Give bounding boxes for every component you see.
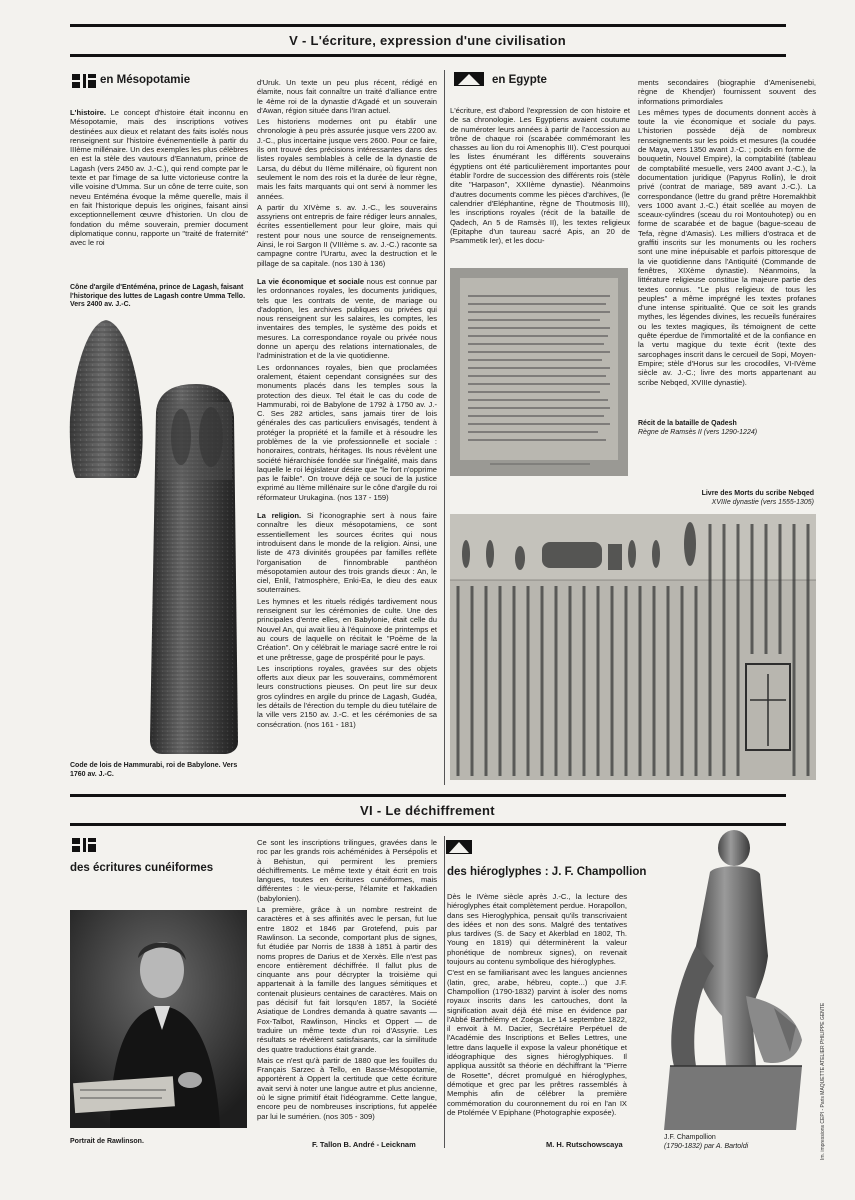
meso-col1 [70,108,248,264]
cuneiform-heading: des écritures cunéiformes [70,862,214,874]
cuneiform-text [257,838,437,1128]
enmetena-cone-image [66,318,146,483]
egypt-col2-p0: ments secondaires (biographie d'Amenisenebi, règne de Khendjer) fournissent souvent des informations primordiales [638,78,816,106]
section5-top-rule [70,24,786,27]
hieroglyphs-heading: des hiéroglyphes : J. F. Champollion [447,866,647,878]
meso-col2-p4: Les ordonnances royales, bien que proclamées oralement, étaient cependant consignées sur des monuments placés dans les temples sous la protection des dieux. Tel était le cas du code de Hammurabi, roi de Babylone de 1792 à 1750 av. J.-C. Ses 282 articles, sans jamais tirer de lois générales des cas particuliers envisagés, tendent à protéger la propriété et la famille et à résoudre les problèmes de la vie professionnelle et sociale : honoraires, contrats, héritages. Ils nous révèlent une société hiérarchisée fondée sur l'inégalité, mais dans laquelle le roi législateur désire que "le fort n'opprime pas le faible". On trouve déjà ce souci de la justice exprimé au IIème millénaire sur le cône d'argile du roi réformateur Urukagina. (nos 137 - 159) [257,362,437,502]
book-of-dead-caption: Livre des Morts du scribe Nebqed XVIIIe dynastie (vers 1555-1305) [701,490,814,506]
qadesh-caption: Récit de la bataille de Qadesh Règne de Ramsès II (vers 1290-1224) [638,420,758,436]
cuneiform-text-p1: La première, grâce à un nombre restreint de caractères et à ses affinités avec le persan, fut lue entre 1802 et 1846 par Grotefend, puis par Rawlinson. La seconde, comportant plus de signes, fut étudiée par Norris de 1838 à 1851 à partir des noms propres de Darius et de Xerxès. Elle n'est pas encore entièrement déchiffrée. Il fallut plus de cinquante ans pour décrypter la troisième qui appartenait à la famille des langues sémitiques et contenait plusieurs centaines de caractères. Mais on pas décisif fut fait lorsqu'en 1857, la Société Asiatique de Londres demanda à quatre savants — Fox-Talbot, Rawlinson, Hincks et Oppert — de traduire un même texte d'un roi d'Assyrie. Les résultats se révélèrent satisfaisants, car la similitude des quatre traductions était grande. [257,905,437,1054]
cuneiform-flag-icon [72,74,96,88]
pyramid-icon [454,72,484,86]
cuneiform-credits: F. Tallon B. André - Leicknam [312,1140,416,1149]
meso-col2-p3: La vie économique et sociale nous est connue par les ordonnances royales, les documents juridiques, tels que les contrats de vente, de mariage ou d'adoption, les archives publiques ou privées qui nous renseignent sur les salaires, les comptes, les inventaires des temples, le système des poids et mesures. La correspondance royale ou privée nous donne un aperçu des relations internationales, de l'administration et de la vie quotidienne. [257,276,437,361]
cone-caption: Cône d'argile d'Entéména, prince de Lagash, faisant l'historique des luttes de Lagash contre Umma Tello. Vers 2400 av. J.-C. [70,284,246,308]
hieroglyphs-credits: M. H. Rutschowscaya [546,1140,623,1149]
meso-col2 [257,78,437,783]
champollion-statue-image [656,826,806,1132]
hammurabi-code-image [146,382,242,756]
section5-bottom-rule [70,54,786,57]
egypt-col1-p0: L'écriture, est d'abord l'expression de con histoire et de sa chronologie. Les Egyptiens avaient coutume de numéroter leurs années à partir de l'accession au trône de chaque roi (scarabée commémorant les chasses au lion du roi Amenophis III). C'est pourquoi les listes énumérant les différents souverains égyptiens ont été particulièrement importantes pour établir l'ordre de succession des différents rois (stèle dite "Harpason", XXIIème dynastie). Néanmoins d'autres documents comme les pièces d'archives, (le calendrier d'Eléphantine, règne de Thoutmosis III), les inscriptions royales (récit de la bataille de Qadech, An 5 de Ramsès II), les textes religieux (Epitaphe d'un taureau sacré Apis, an 20 de Psammetik Ier), et les docu- [450,106,630,246]
section6-title: VI - Le déchiffrement [360,803,495,818]
section5-title: V - L'écriture, expression d'une civilisation [289,33,566,48]
cuneiform-text-p2: Mais ce n'est qu'à partir de 1880 que les fouilles du Français Sarzec à Tello, en Basse-Mésopotamie, apportèrent à Oppert la certitude que cette écriture avait servi à noter une langue autre et plus ancienne, où le signe primitif était l'idéogramme. Cette langue, encore peu de nombreuses inscriptions, fut appelée par lui le sumérien. (nos 305 - 309) [257,1055,437,1121]
pyramid-icon-2 [446,840,472,854]
column-divider [444,70,445,785]
meso-col2-p2: A partir du XIVème s. av. J.-C., les souverains assyriens ont entrepris de faire rédiger leurs annales, écrites essentiellement pour leur gloire, mais qui restent pour nous une source de renseignements. Ainsi, le roi Sargon II (VIIIème s. av. J.-C.) raconte sa campagne contre l'Urartu, avec la destruction et le pillage de sa capitale. (nos 130 à 136) [257,202,437,268]
egypt-col2 [638,78,816,416]
meso-col2-p5: La religion. Si l'iconographie sert à nous faire connaître les dieux mésopotamiens, ce sont essentiellement les sources écrites qui nous introduisent dans le monde de la religion. Ainsi, une liste de 473 divinités groupées par familles reflète l'organisation de l'innombrable panthéon mésopotamien autour des trois grands dieux : An, le ciel, Enlil, l'atmosphère, Enki-Ea, le dieu des eaux souterraines. [257,511,437,595]
printer-side-note: Im. impressions CEPI - Paris MAQUETTE ATELIER PHILIPPE GENTE [820,1002,826,1160]
champollion-caption: J.F. Champollion (1790-1832) par A. Bartoldi [664,1134,749,1150]
meso-col2-p6: Les hymnes et les rituels rédigés tardivement nous renseignent sur les cérémonies de culte. Une des principales d'entre elles, en Babylonie, était celle du Nouvel An, qui avait lieu à l'équinoxe de printemps et au cours de laquelle on récitait le "Poème de la Création". On y célébrait le mariage sacré entre le roi et une prêtresse, gage de prospérité pour le pays. [257,596,437,662]
column-divider-2 [444,836,445,1148]
egypt-col2-p1: Les mêmes types de documents donnent accès à toute la vie économique et sociale du pays. L'historien possède déjà de nombreux renseignements sur les poids et mesures (la coudée de Maya, vers 1350 avant J.-C. ; poids en forme de bouquetin, Nouvel Empire), la comptabilité (tableau de comptabilité mesuelle, vers 2400 avant J.-C.), la documentation juridique (Papyrus Rollin), le droit privé (contrat de mariage, 589 avant J.-C.). La correspondance (lettre du grand prêtre Horemakhbit vers 1000 avant J.-C.) était scellée au moyen de sceaux-cylindres (sceau du roi Montouhotep) ou en forme de scarabée et de bague (bague-sceau de Tefa, règne d'Amasis). Les milliers d'ostraca et de graffiti inscrits sur les monuments ou les rochers sont une mine inépuisable et parfois pittoresque de la vie quotidienne dans l'Antiquité (Commande de fenêtres, XIXème dynastie). Néanmoins, la littérature religieuse constitue la majeure partie des textes connus. "Le plus religieux de tous les peuples" a même imprégné les textes profanes d'une intense spiritualité. Que ce soit les grands mythes, les légendes divines, les recueils funéraires ou les textes magiques, ils témoignent de cette quête éperdue de l'immortalité et de la confiance en la vertu magique du texte écrit (texte des sarcophages inscrit dans le cercueil de Sopi, Moyen-Empire; stèle d'Horus sur les crocodiles, VI-IVème siècle av. J.-C.; livre des morts appartenant au scribe Nebqed, XVIIIe dynastie). [638,107,816,387]
section6-top-rule [70,794,786,797]
hieroglyphs-text-p0: Dès le IVème siècle après J.-C., la lecture des hiéroglyphes était complètement perdue. Horapollon, dans ses Hieroglyphica, pensait qu'ils transcrivaient des idées et non des sons. Malgré des tentatives plus tardives (S. de Sacy et Akerblad en 1802, Th. Young en 1819) qui déterminèrent la valeur phonétique de nombreux signes), on revenait toujours au contenu symbolique des hiéroglyphes. [447,892,627,967]
rawlinson-caption: Portrait de Rawlinson. [70,1138,144,1145]
meso-col2-p1: Les historiens modernes ont pu établir une chronologie à peu près assurée jusque vers 2200 av. J.-C., plus incertaine jusque vers 2600. Pour ce faire, ils ont trouvé des précisions intéressantes dans des listes royales semblables à celle de la dynastie de Larsa, du début du IIème millénaire, où figurent non seulement le nom des rois et la durée de leur règne, mais les faits marquants qui ont servi à nommer les années. [257,117,437,201]
meso-col2-p7: Les inscriptions royales, gravées sur des objets offerts aux dieux par les souverains, commémorent leurs constructions pieuses. On peut lire sur deux gros cylindres en argile du prince de Lagash, Gudéa, les détails de l'érection du temple du dieu tutélaire de la ville vers 2150 av. J.-C. et les cérémonies de sa consécration. (nos 161 - 181) [257,663,437,729]
rawlinson-portrait-image [70,910,247,1128]
meso-col2-p0: d'Uruk. Un texte un peu plus récent, rédigé en élamite, nous fait connaître un traité d'alliance entre le 4ème roi de la dynastie d'Agadé et un souverain d'Awan, région située dans l'Iran actuel. [257,78,437,115]
qadesh-papyrus-image [450,268,628,476]
hieroglyphs-text [447,892,627,1128]
hieroglyphs-text-p1: C'est en se familiarisant avec les langues anciennes (latin, grec, arabe, hébreu, copte...) que J.F. Champollion (1790-1832) parvint à isoler des noms royaux inscrits dans les cartouches, dont la signification avait déjà été mise en évidence par l'Abbé Barthélémy et Zoéga. Le 14 septembre 1822, il envoit à M. Dacier, Secrétaire Perpétuel de l'Académie des Inscriptions et Belles Lettres, une lettre dans laquelle il expose la valeur phonétique et idéographique des signes hiéroglyphiques. Il appliqua aussitôt sa théorie en déchiffrant la "Pierre de Rosette", décret promulgué en hiéroglyphes, démotique et grec par les prêtres rassemblés à Memphis afin de célébrer la première commémoration du couronnement du roi en l'an IX de Ptolémée V Epiphane (Photographie exposée). [447,968,627,1117]
meso-col1-p0: L'histoire. Le concept d'histoire était inconnu en Mésopotamie, mais des inscriptions votives destinées aux dieux et relatant des faits isolés nous renseignent sur l'histoire événementielle à partir du IIIème millénaire. Un des exemples les plus célèbres en est la stèle des vautours d'Eannatum, prince de Lagash (vers 2450 av. J.-C.), qui rend compte par le texte et par l'image de sa lutte victorieuse contre la ville voisine d'Umma. Sur un cône de terre cuite, son neveu Entéména évoque la même querelle, mais il en fait l'historique depuis les origines, faisant ainsi exceptionnellement œuvre d'historien. Un clou de fondation du même souverain, premier document diplomatique connu, rapporte un "traité de fraternité" avec le roi [70,108,248,248]
egypt-heading: en Egypte [492,74,547,86]
cuneiform-text-p0: Ce sont les inscriptions trilingues, gravées dans le roc par les grands rois achéménides à Persépolis et à Behistun, qui permirent les premiers déchiffrements. Le même texte y était écrit en trois langues, toutes en écritures cunéiformes, mais différentes : le vieux-perse, l'élamite et l'akkadien (babylonien). [257,838,437,903]
book-of-dead-image [450,514,816,780]
cuneiform-flag-icon-2 [72,838,96,852]
code-caption: Code de lois de Hammurabi, roi de Babylone. Vers 1760 av. J.-C. [70,762,238,778]
meso-heading: en Mésopotamie [100,74,191,86]
egypt-col1 [450,106,630,262]
